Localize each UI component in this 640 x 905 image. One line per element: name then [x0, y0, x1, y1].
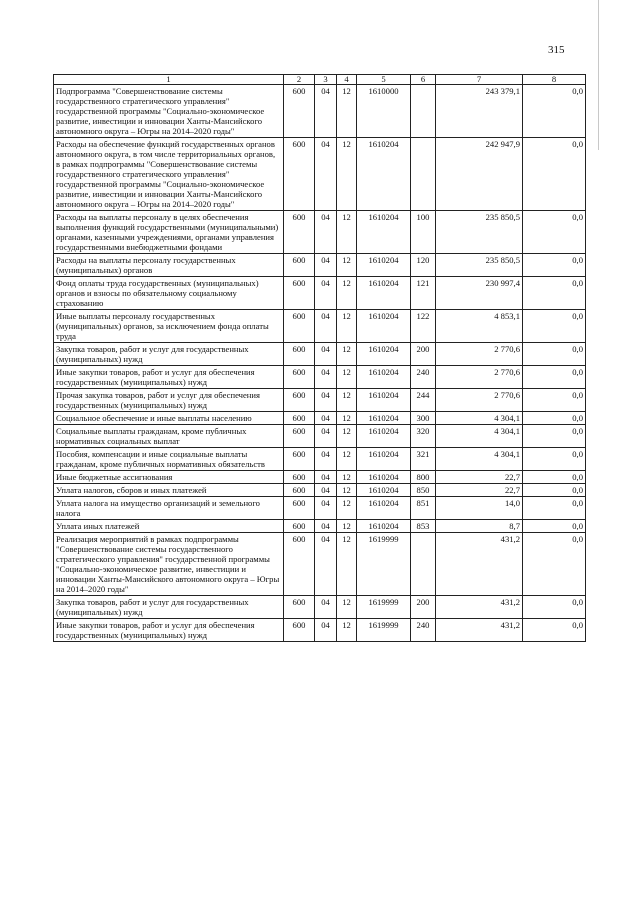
section-cell: 04 [315, 211, 337, 254]
target-article-cell: 1610204 [357, 389, 411, 412]
amount-cell: 431,2 [436, 533, 523, 596]
admin-code-cell: 600 [284, 310, 315, 343]
table-row [54, 138, 586, 211]
table-row [54, 254, 586, 277]
table-row [54, 471, 586, 484]
target-article-cell: 1610204 [357, 471, 411, 484]
expense-type-cell: 320 [411, 425, 436, 448]
row-name-cell: Расходы на обеспечение функций государственных органов автономного округа, в том числе территориальных органов, в рамках подпрограммы "Совершенствование системы государственного стратегического управления" государственной программы "Социально-экономическое развитие, инвестиции и инновации Ханты-Мансийского автономного округа – Югры на 2014–2020 годы" [54, 138, 284, 211]
expense-type-cell: 240 [411, 366, 436, 389]
target-article-cell: 1610000 [357, 85, 411, 138]
expense-type-cell [411, 533, 436, 596]
admin-code-cell: 600 [284, 138, 315, 211]
table-row [54, 533, 586, 596]
section-cell: 04 [315, 425, 337, 448]
admin-code-cell: 600 [284, 471, 315, 484]
expense-type-cell: 122 [411, 310, 436, 343]
amount-cell: 22,7 [436, 484, 523, 497]
expense-type-cell: 100 [411, 211, 436, 254]
target-article-cell: 1610204 [357, 211, 411, 254]
admin-code-cell: 600 [284, 412, 315, 425]
subsection-cell: 12 [337, 389, 357, 412]
table-row [54, 389, 586, 412]
expense-type-cell: 851 [411, 497, 436, 520]
row-name-cell: Уплата налогов, сборов и иных платежей [54, 484, 284, 497]
amount-2-cell: 0,0 [523, 520, 586, 533]
row-name-cell: Уплата налога на имущество организаций и земельного налога [54, 497, 284, 520]
subsection-cell: 12 [337, 366, 357, 389]
amount-cell: 4 304,1 [436, 448, 523, 471]
expense-type-cell: 244 [411, 389, 436, 412]
admin-code-cell: 600 [284, 277, 315, 310]
subsection-cell: 12 [337, 211, 357, 254]
row-name-cell: Прочая закупка товаров, работ и услуг для обеспечения государственных (муниципальных) нужд [54, 389, 284, 412]
amount-2-cell: 0,0 [523, 138, 586, 211]
row-name-cell: Подпрограмма "Совершенствование системы государственного стратегического управления" государственной программы "Социально-экономическое развитие, инвестиции и инновации Ханты-Мансийского автономного округа – Югры на 2014–2020 годы" [54, 85, 284, 138]
expense-type-cell: 120 [411, 254, 436, 277]
admin-code-cell: 600 [284, 448, 315, 471]
section-cell: 04 [315, 448, 337, 471]
column-header-4: 4 [337, 75, 357, 85]
expense-type-cell: 321 [411, 448, 436, 471]
column-header-8: 8 [523, 75, 586, 85]
amount-2-cell: 0,0 [523, 85, 586, 138]
amount-2-cell: 0,0 [523, 448, 586, 471]
target-article-cell: 1619999 [357, 533, 411, 596]
table-row [54, 343, 586, 366]
amount-2-cell: 0,0 [523, 254, 586, 277]
section-cell: 04 [315, 389, 337, 412]
table-row [54, 366, 586, 389]
admin-code-cell: 600 [284, 596, 315, 619]
section-cell: 04 [315, 596, 337, 619]
amount-cell: 431,2 [436, 596, 523, 619]
section-cell: 04 [315, 520, 337, 533]
target-article-cell: 1610204 [357, 425, 411, 448]
section-cell: 04 [315, 471, 337, 484]
amount-2-cell: 0,0 [523, 412, 586, 425]
column-header-5: 5 [357, 75, 411, 85]
amount-2-cell: 0,0 [523, 389, 586, 412]
admin-code-cell: 600 [284, 520, 315, 533]
row-name-cell: Пособия, компенсации и иные социальные выплаты гражданам, кроме публичных нормативных обязательств [54, 448, 284, 471]
section-cell: 04 [315, 310, 337, 343]
amount-cell: 14,0 [436, 497, 523, 520]
amount-cell: 22,7 [436, 471, 523, 484]
section-cell: 04 [315, 85, 337, 138]
amount-2-cell: 0,0 [523, 310, 586, 343]
amount-cell: 431,2 [436, 619, 523, 642]
amount-2-cell: 0,0 [523, 533, 586, 596]
table-row [54, 619, 586, 642]
expense-type-cell [411, 138, 436, 211]
admin-code-cell: 600 [284, 366, 315, 389]
expense-type-cell: 240 [411, 619, 436, 642]
amount-2-cell: 0,0 [523, 277, 586, 310]
subsection-cell: 12 [337, 471, 357, 484]
admin-code-cell: 600 [284, 389, 315, 412]
row-name-cell: Фонд оплаты труда государственных (муниципальных) органов и взносы по обязательному социальному страхованию [54, 277, 284, 310]
admin-code-cell: 600 [284, 254, 315, 277]
expense-type-cell: 200 [411, 343, 436, 366]
expense-type-cell: 853 [411, 520, 436, 533]
section-cell: 04 [315, 254, 337, 277]
subsection-cell: 12 [337, 520, 357, 533]
target-article-cell: 1610204 [357, 412, 411, 425]
column-header-3: 3 [315, 75, 337, 85]
admin-code-cell: 600 [284, 497, 315, 520]
amount-cell: 242 947,9 [436, 138, 523, 211]
amount-2-cell: 0,0 [523, 211, 586, 254]
row-name-cell: Иные бюджетные ассигнования [54, 471, 284, 484]
column-header-7: 7 [436, 75, 523, 85]
amount-cell: 230 997,4 [436, 277, 523, 310]
row-name-cell: Иные закупки товаров, работ и услуг для обеспечения государственных (муниципальных) нужд [54, 366, 284, 389]
amount-2-cell: 0,0 [523, 619, 586, 642]
table-row [54, 497, 586, 520]
amount-cell: 243 379,1 [436, 85, 523, 138]
table-row [54, 448, 586, 471]
section-cell: 04 [315, 138, 337, 211]
subsection-cell: 12 [337, 254, 357, 277]
amount-cell: 2 770,6 [436, 343, 523, 366]
subsection-cell: 12 [337, 484, 357, 497]
target-article-cell: 1610204 [357, 310, 411, 343]
row-name-cell: Расходы на выплаты персоналу государственных (муниципальных) органов [54, 254, 284, 277]
amount-cell: 235 850,5 [436, 254, 523, 277]
admin-code-cell: 600 [284, 343, 315, 366]
table-row [54, 310, 586, 343]
target-article-cell: 1610204 [357, 343, 411, 366]
subsection-cell: 12 [337, 619, 357, 642]
subsection-cell: 12 [337, 277, 357, 310]
subsection-cell: 12 [337, 425, 357, 448]
target-article-cell: 1610204 [357, 277, 411, 310]
column-number-row [54, 75, 586, 85]
table-row [54, 85, 586, 138]
admin-code-cell: 600 [284, 85, 315, 138]
table-row [54, 412, 586, 425]
section-cell: 04 [315, 497, 337, 520]
subsection-cell: 12 [337, 138, 357, 211]
section-cell: 04 [315, 619, 337, 642]
column-header-6: 6 [411, 75, 436, 85]
admin-code-cell: 600 [284, 425, 315, 448]
target-article-cell: 1619999 [357, 619, 411, 642]
subsection-cell: 12 [337, 85, 357, 138]
row-name-cell: Уплата иных платежей [54, 520, 284, 533]
scan-edge-line [598, 0, 599, 150]
target-article-cell: 1610204 [357, 138, 411, 211]
subsection-cell: 12 [337, 596, 357, 619]
target-article-cell: 1610204 [357, 497, 411, 520]
row-name-cell: Расходы на выплаты персоналу в целях обеспечения выполнения функций государственными (муниципальными) органами, казенными учреждениями, органами управления государственными внебюджетными фондами [54, 211, 284, 254]
amount-2-cell: 0,0 [523, 484, 586, 497]
subsection-cell: 12 [337, 310, 357, 343]
admin-code-cell: 600 [284, 533, 315, 596]
subsection-cell: 12 [337, 497, 357, 520]
amount-2-cell: 0,0 [523, 343, 586, 366]
column-header-1: 1 [54, 75, 284, 85]
subsection-cell: 12 [337, 412, 357, 425]
row-name-cell: Реализация мероприятий в рамках подпрограммы "Совершенствование системы государственного стратегического управления" государственной программы "Социально-экономическое развитие, инвестиции и инновации Ханты-Мансийского автономного округа – Югры на 2014–2020 годы" [54, 533, 284, 596]
section-cell: 04 [315, 343, 337, 366]
target-article-cell: 1610204 [357, 254, 411, 277]
amount-2-cell: 0,0 [523, 497, 586, 520]
target-article-cell: 1610204 [357, 520, 411, 533]
row-name-cell: Иные закупки товаров, работ и услуг для обеспечения государственных (муниципальных) нужд [54, 619, 284, 642]
table-body [54, 85, 586, 642]
section-cell: 04 [315, 277, 337, 310]
amount-cell: 2 770,6 [436, 366, 523, 389]
amount-cell: 4 304,1 [436, 425, 523, 448]
amount-cell: 8,7 [436, 520, 523, 533]
expense-type-cell: 200 [411, 596, 436, 619]
target-article-cell: 1619999 [357, 596, 411, 619]
amount-cell: 4 304,1 [436, 412, 523, 425]
expense-type-cell: 800 [411, 471, 436, 484]
table-row [54, 425, 586, 448]
expense-type-cell: 300 [411, 412, 436, 425]
row-name-cell: Закупка товаров, работ и услуг для государственных (муниципальных) нужд [54, 343, 284, 366]
amount-cell: 235 850,5 [436, 211, 523, 254]
amount-2-cell: 0,0 [523, 471, 586, 484]
subsection-cell: 12 [337, 448, 357, 471]
subsection-cell: 12 [337, 343, 357, 366]
column-header-2: 2 [284, 75, 315, 85]
section-cell: 04 [315, 533, 337, 596]
admin-code-cell: 600 [284, 619, 315, 642]
amount-2-cell: 0,0 [523, 596, 586, 619]
page-number: 315 [548, 44, 565, 56]
table-row [54, 484, 586, 497]
table-row [54, 211, 586, 254]
amount-cell: 2 770,6 [436, 389, 523, 412]
row-name-cell: Иные выплаты персоналу государственных (муниципальных) органов, за исключением фонда оплаты труда [54, 310, 284, 343]
row-name-cell: Социальные выплаты гражданам, кроме публичных нормативных социальных выплат [54, 425, 284, 448]
table-row [54, 596, 586, 619]
budget-table [53, 74, 586, 642]
section-cell: 04 [315, 412, 337, 425]
section-cell: 04 [315, 484, 337, 497]
admin-code-cell: 600 [284, 211, 315, 254]
row-name-cell: Социальное обеспечение и иные выплаты населению [54, 412, 284, 425]
target-article-cell: 1610204 [357, 484, 411, 497]
expense-type-cell [411, 85, 436, 138]
admin-code-cell: 600 [284, 484, 315, 497]
amount-cell: 4 853,1 [436, 310, 523, 343]
section-cell: 04 [315, 366, 337, 389]
subsection-cell: 12 [337, 533, 357, 596]
expense-type-cell: 121 [411, 277, 436, 310]
table-row [54, 277, 586, 310]
target-article-cell: 1610204 [357, 448, 411, 471]
amount-2-cell: 0,0 [523, 425, 586, 448]
row-name-cell: Закупка товаров, работ и услуг для государственных (муниципальных) нужд [54, 596, 284, 619]
target-article-cell: 1610204 [357, 366, 411, 389]
expense-type-cell: 850 [411, 484, 436, 497]
table-row [54, 520, 586, 533]
amount-2-cell: 0,0 [523, 366, 586, 389]
